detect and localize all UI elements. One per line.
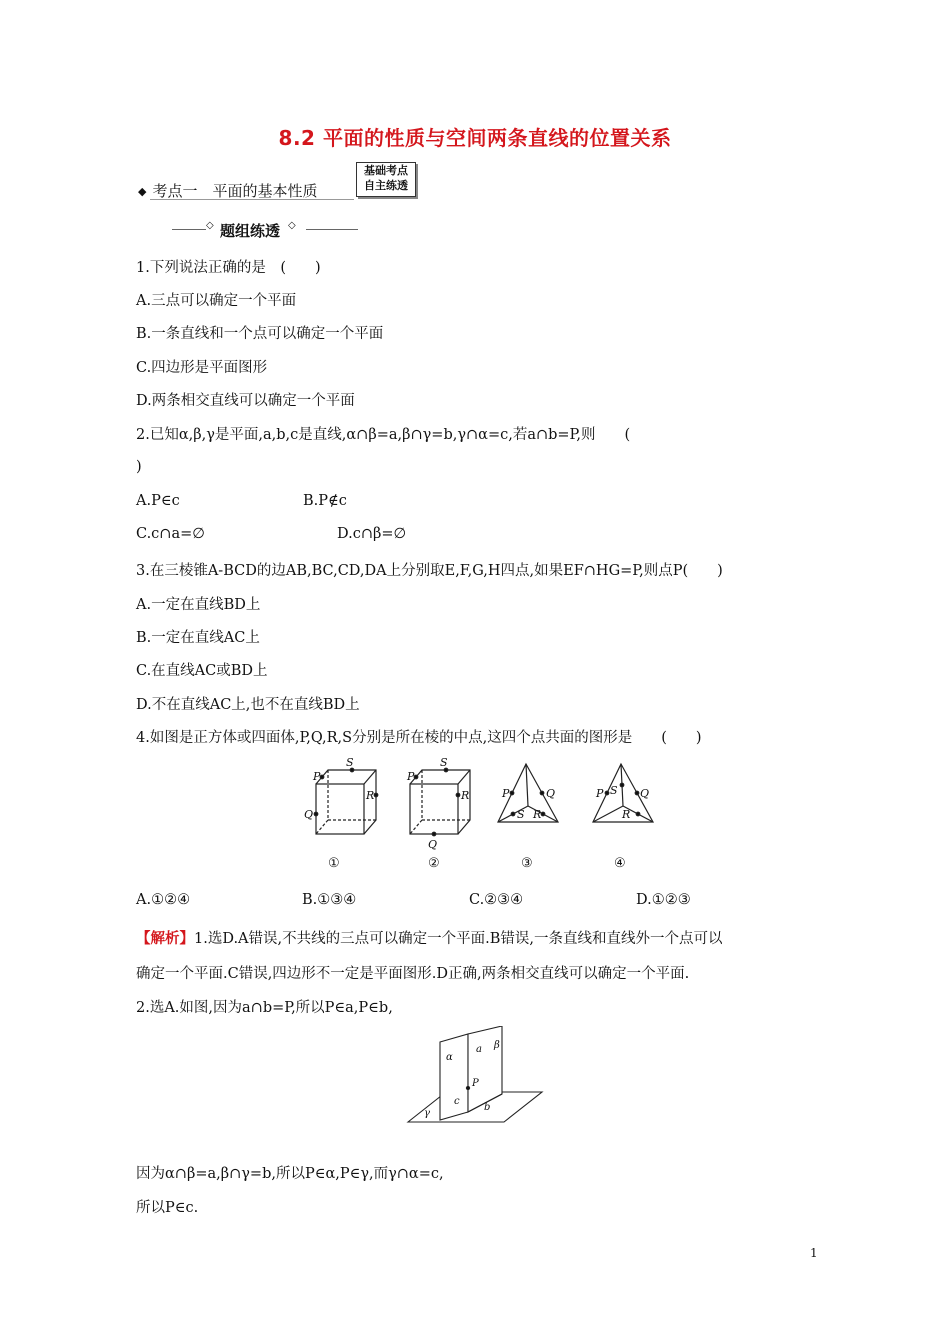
svg-text:R: R (533, 808, 542, 821)
question-3-stem: 3.在三棱锥A-BCD的边AB,BC,CD,DA上分别取E,F,G,H四点,如果EF∩HG=P,则点P( ) (136, 563, 723, 579)
solution-line-2: 确定一个平面.C错误,四边形不一定是平面图形.D正确,两条相交直线可以确定一个平面. (136, 966, 690, 982)
page-title: 8.2 平面的性质与空间两条直线的位置关系 (278, 126, 672, 150)
section-underline (150, 199, 354, 200)
question-2-option-c: C.c∩a=∅ (136, 526, 205, 542)
question-4-stem: 4.如图是正方体或四面体,P,Q,R,S分别是所在棱的中点,这四个点共面的图形是 ( ) (136, 730, 702, 746)
svg-text:Q: Q (428, 838, 438, 851)
question-4-option-d: D.①②③ (636, 892, 691, 908)
svg-text:S: S (346, 756, 354, 769)
figure-label-1: ① (328, 856, 340, 871)
svg-text:P: P (502, 787, 510, 800)
svg-text:α: α (446, 1052, 453, 1063)
question-4-option-c: C.②③④ (469, 892, 524, 908)
svg-text:P: P (472, 1078, 479, 1089)
figure-label-4: ④ (614, 856, 626, 871)
svg-text:S: S (517, 808, 525, 821)
svg-text:Q: Q (640, 787, 650, 800)
question-3-option-b: B.一定在直线AC上 (136, 630, 260, 646)
svg-text:R: R (366, 789, 375, 802)
question-1-option-a: A.三点可以确定一个平面 (136, 293, 297, 309)
question-3-option-a: A.一定在直线BD上 (136, 597, 261, 613)
figure-1-cube (304, 756, 378, 834)
svg-text:R: R (622, 808, 631, 821)
question-2-option-b: B.P∉c (303, 493, 347, 509)
svg-text:S: S (440, 756, 448, 769)
svg-text:c: c (454, 1096, 460, 1107)
question-2-stem-cont: ) (136, 459, 142, 475)
figure-label-2: ② (428, 856, 440, 871)
group-heading-text: 题组练透 (220, 222, 281, 240)
question-2-stem: 2.已知α,β,γ是平面,a,b,c是直线,α∩β=a,β∩γ=b,γ∩α=c,若a∩b=P,则 ( (136, 427, 631, 443)
diamond-icon: ◇ (206, 220, 214, 231)
question-3-option-d: D.不在直线AC上,也不在直线BD上 (136, 697, 360, 713)
page-number: 1 (810, 1246, 818, 1260)
svg-text:Q: Q (546, 787, 556, 800)
question-1-option-b: B.一条直线和一个点可以确定一个平面 (136, 326, 384, 342)
svg-text:β: β (494, 1040, 500, 1051)
figure-2-cube (406, 756, 470, 851)
question-2-option-a: A.P∈c (136, 493, 180, 509)
svg-text:Q: Q (304, 808, 314, 821)
svg-text:P: P (596, 787, 604, 800)
question-2-option-d: D.c∩β=∅ (337, 526, 407, 542)
question-1-option-c: C.四边形是平面图形 (136, 360, 268, 376)
question-4-option-b: B.①③④ (302, 892, 357, 908)
solution-line-5: 所以P∈c. (136, 1200, 199, 1216)
question-4-figures (296, 754, 666, 874)
question-1-option-d: D.两条相交直线可以确定一个平面 (136, 393, 355, 409)
svg-text:b: b (484, 1102, 491, 1113)
solution-line-4: 因为α∩β=a,β∩γ=b,所以P∈α,P∈γ,而γ∩α=c, (136, 1166, 444, 1182)
solution-line-3: 2.选A.如图,因为a∩b=P,所以P∈a,P∈b, (136, 1000, 393, 1016)
svg-text:P: P (407, 770, 415, 783)
heading-rule-left (172, 229, 206, 230)
diamond-icon: ◇ (288, 220, 296, 231)
question-1-stem: 1.下列说法正确的是 ( ) (136, 260, 321, 276)
question-4-option-a: A.①②④ (136, 892, 191, 908)
solution-line-1: 【解析】1.选D.A错误,不共线的三点可以确定一个平面.B错误,一条直线和直线外一个点可以 (136, 930, 723, 947)
svg-text:R: R (461, 789, 470, 802)
section-label: 考点一 平面的基本性质 (152, 182, 318, 200)
svg-text:P: P (313, 770, 321, 783)
solution-tag: 【解析】 (136, 930, 194, 947)
figure-label-3: ③ (521, 856, 533, 871)
figure-3-tetrahedron (498, 764, 558, 822)
diamond-icon: ◆ (138, 185, 147, 198)
svg-text:a: a (476, 1044, 482, 1055)
section-badge: 基础考点 自主练透 (356, 162, 416, 197)
group-heading (176, 220, 296, 241)
figure-4-tetrahedron (593, 764, 653, 822)
planes-figure (406, 1026, 546, 1126)
svg-text:S: S (610, 784, 618, 797)
svg-text:γ: γ (424, 1108, 430, 1119)
question-3-option-c: C.在直线AC或BD上 (136, 663, 268, 679)
section-heading (138, 180, 317, 201)
heading-rule-right (306, 229, 358, 230)
